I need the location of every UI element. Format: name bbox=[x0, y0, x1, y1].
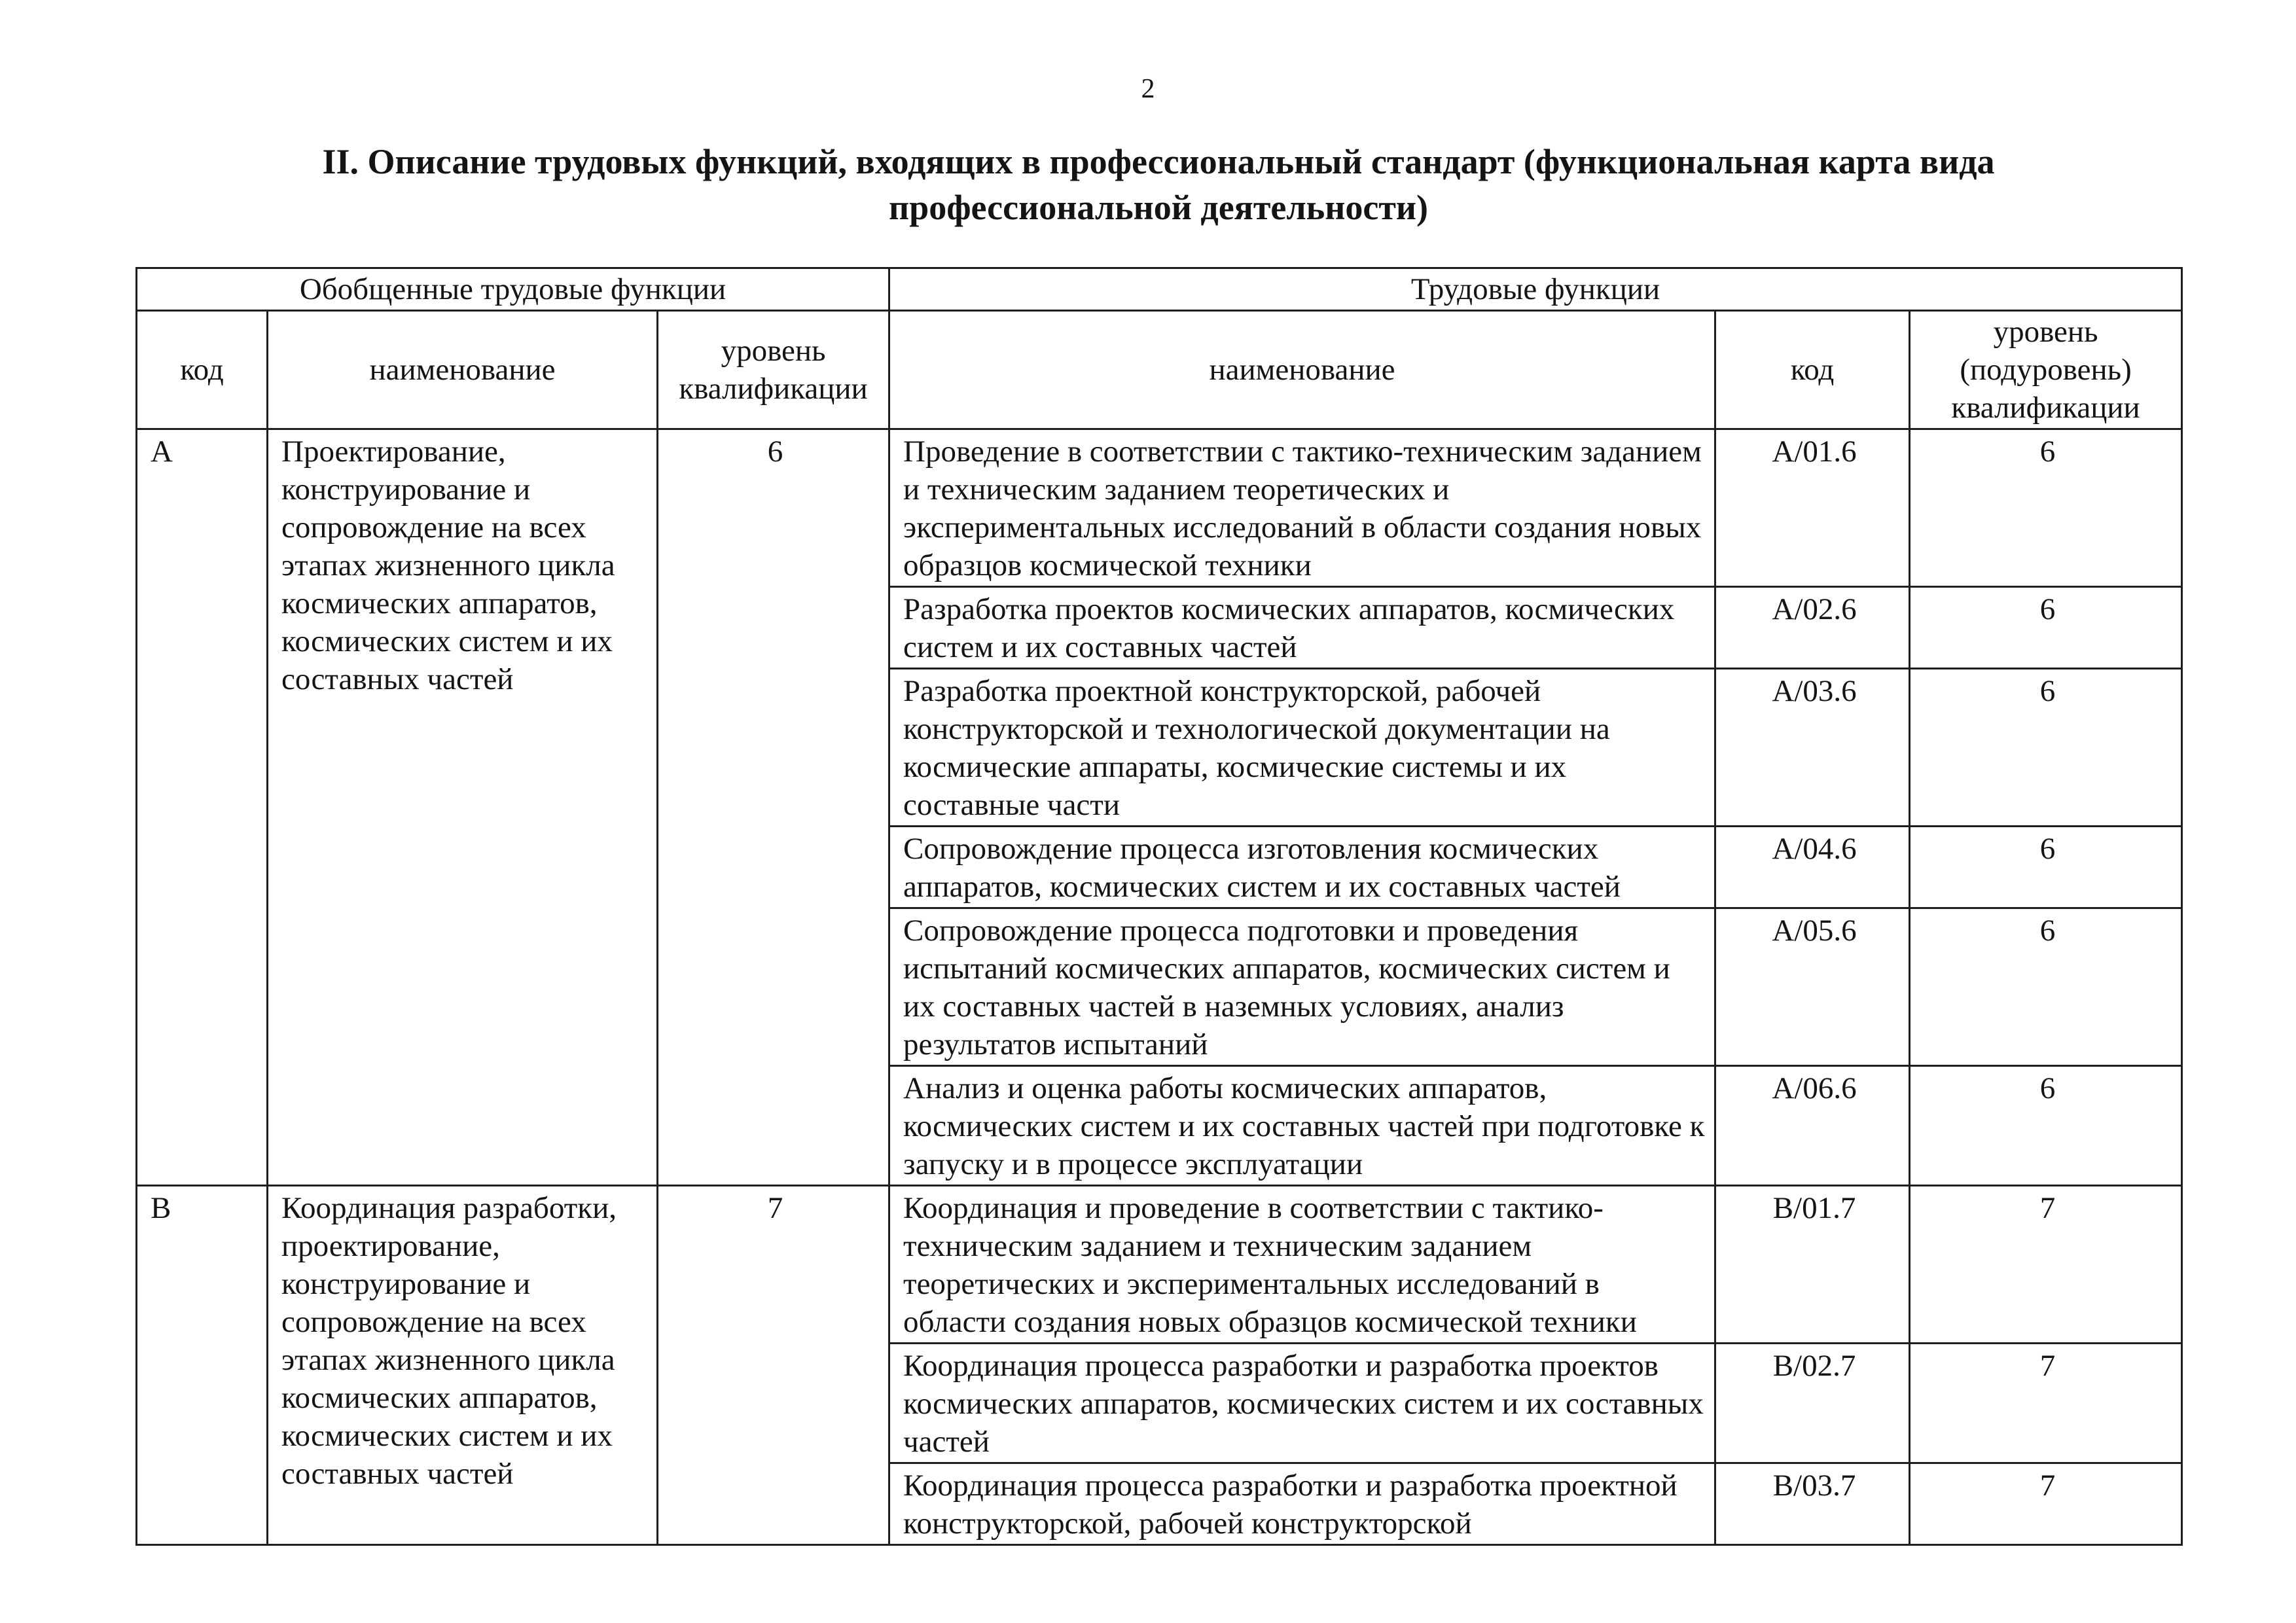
labor-function-level: 7 bbox=[1910, 1463, 2182, 1545]
labor-function-level: 7 bbox=[1910, 1186, 2182, 1344]
generalized-function-code: A bbox=[137, 429, 268, 1186]
labor-function-name: Координация процесса разработки и разработка проектов космических аппаратов, космических систем и их составных частей bbox=[889, 1344, 1715, 1463]
labor-function-name: Сопровождение процесса подготовки и проведения испытаний космических аппаратов, космических систем и их составных частей в наземных условиях, анализ результатов испытаний bbox=[889, 908, 1715, 1066]
labor-function-name: Координация процесса разработки и разработка проектной конструкторской, рабочей конструкторской bbox=[889, 1463, 1715, 1545]
labor-function-name: Разработка проектов космических аппаратов, космических систем и их составных частей bbox=[889, 587, 1715, 669]
column-header-code: код bbox=[137, 311, 268, 429]
labor-function-level: 6 bbox=[1910, 669, 2182, 827]
labor-function-code: A/01.6 bbox=[1715, 429, 1910, 587]
labor-function-code: B/03.7 bbox=[1715, 1463, 1910, 1545]
column-header-function-code: код bbox=[1715, 311, 1910, 429]
labor-function-name: Координация и проведение в соответствии с тактико-техническим заданием и техническим заданием теоретических и экспериментальных исследований в области создания новых образцов космической техники bbox=[889, 1186, 1715, 1344]
labor-function-code: A/02.6 bbox=[1715, 587, 1910, 669]
generalized-function-code: B bbox=[137, 1186, 268, 1545]
page-number: 2 bbox=[1141, 74, 1155, 104]
labor-function-code: A/06.6 bbox=[1715, 1066, 1910, 1186]
generalized-function-level: 7 bbox=[658, 1186, 889, 1545]
labor-function-code: A/05.6 bbox=[1715, 908, 1910, 1066]
labor-function-code: B/01.7 bbox=[1715, 1186, 1910, 1344]
labor-function-name: Разработка проектной конструкторской, рабочей конструкторской и технологической документации на космические аппараты, космические системы и их составные части bbox=[889, 669, 1715, 827]
labor-function-level: 6 bbox=[1910, 827, 2182, 908]
page-title: II. Описание трудовых функций, входящих в профессиональный стандарт (функциональная карта вида профессиональной деятельности) bbox=[322, 142, 1995, 227]
labor-function-level: 7 bbox=[1910, 1344, 2182, 1463]
labor-function-level: 6 bbox=[1910, 587, 2182, 669]
labor-function-code: B/02.7 bbox=[1715, 1344, 1910, 1463]
column-header-function-level: уровень (подуровень) квалификации bbox=[1910, 311, 2182, 429]
column-header-function-name: наименование bbox=[889, 311, 1715, 429]
generalized-functions-header: Обобщенные трудовые функции bbox=[137, 268, 889, 311]
labor-function-level: 6 bbox=[1910, 1066, 2182, 1186]
labor-function-code: A/03.6 bbox=[1715, 669, 1910, 827]
table-row bbox=[137, 1186, 2182, 1344]
generalized-function-name: Координация разработки, проектирование, конструирование и сопровождение на всех этапах жизненного цикла космических аппаратов, космических систем и их составных частей bbox=[268, 1186, 658, 1545]
labor-function-name: Анализ и оценка работы космических аппаратов, космических систем и их составных частей при подготовке к запуску и в процессе эксплуатации bbox=[889, 1066, 1715, 1186]
functional-map-table bbox=[135, 267, 2183, 1546]
column-header-name: наименование bbox=[268, 311, 658, 429]
labor-function-level: 6 bbox=[1910, 908, 2182, 1066]
labor-functions-header: Трудовые функции bbox=[889, 268, 2182, 311]
generalized-function-name: Проектирование, конструирование и сопровождение на всех этапах жизненного цикла космических аппаратов, космических систем и их составных частей bbox=[268, 429, 658, 1186]
column-header-level: уровень квалификации bbox=[658, 311, 889, 429]
labor-function-code: A/04.6 bbox=[1715, 827, 1910, 908]
generalized-function-level: 6 bbox=[658, 429, 889, 1186]
labor-function-name: Сопровождение процесса изготовления космических аппаратов, космических систем и их составных частей bbox=[889, 827, 1715, 908]
labor-function-level: 6 bbox=[1910, 429, 2182, 587]
table-row bbox=[137, 429, 2182, 587]
labor-function-name: Проведение в соответствии с тактико-техническим заданием и техническим заданием теоретических и экспериментальных исследований в области создания новых образцов космической техники bbox=[889, 429, 1715, 587]
